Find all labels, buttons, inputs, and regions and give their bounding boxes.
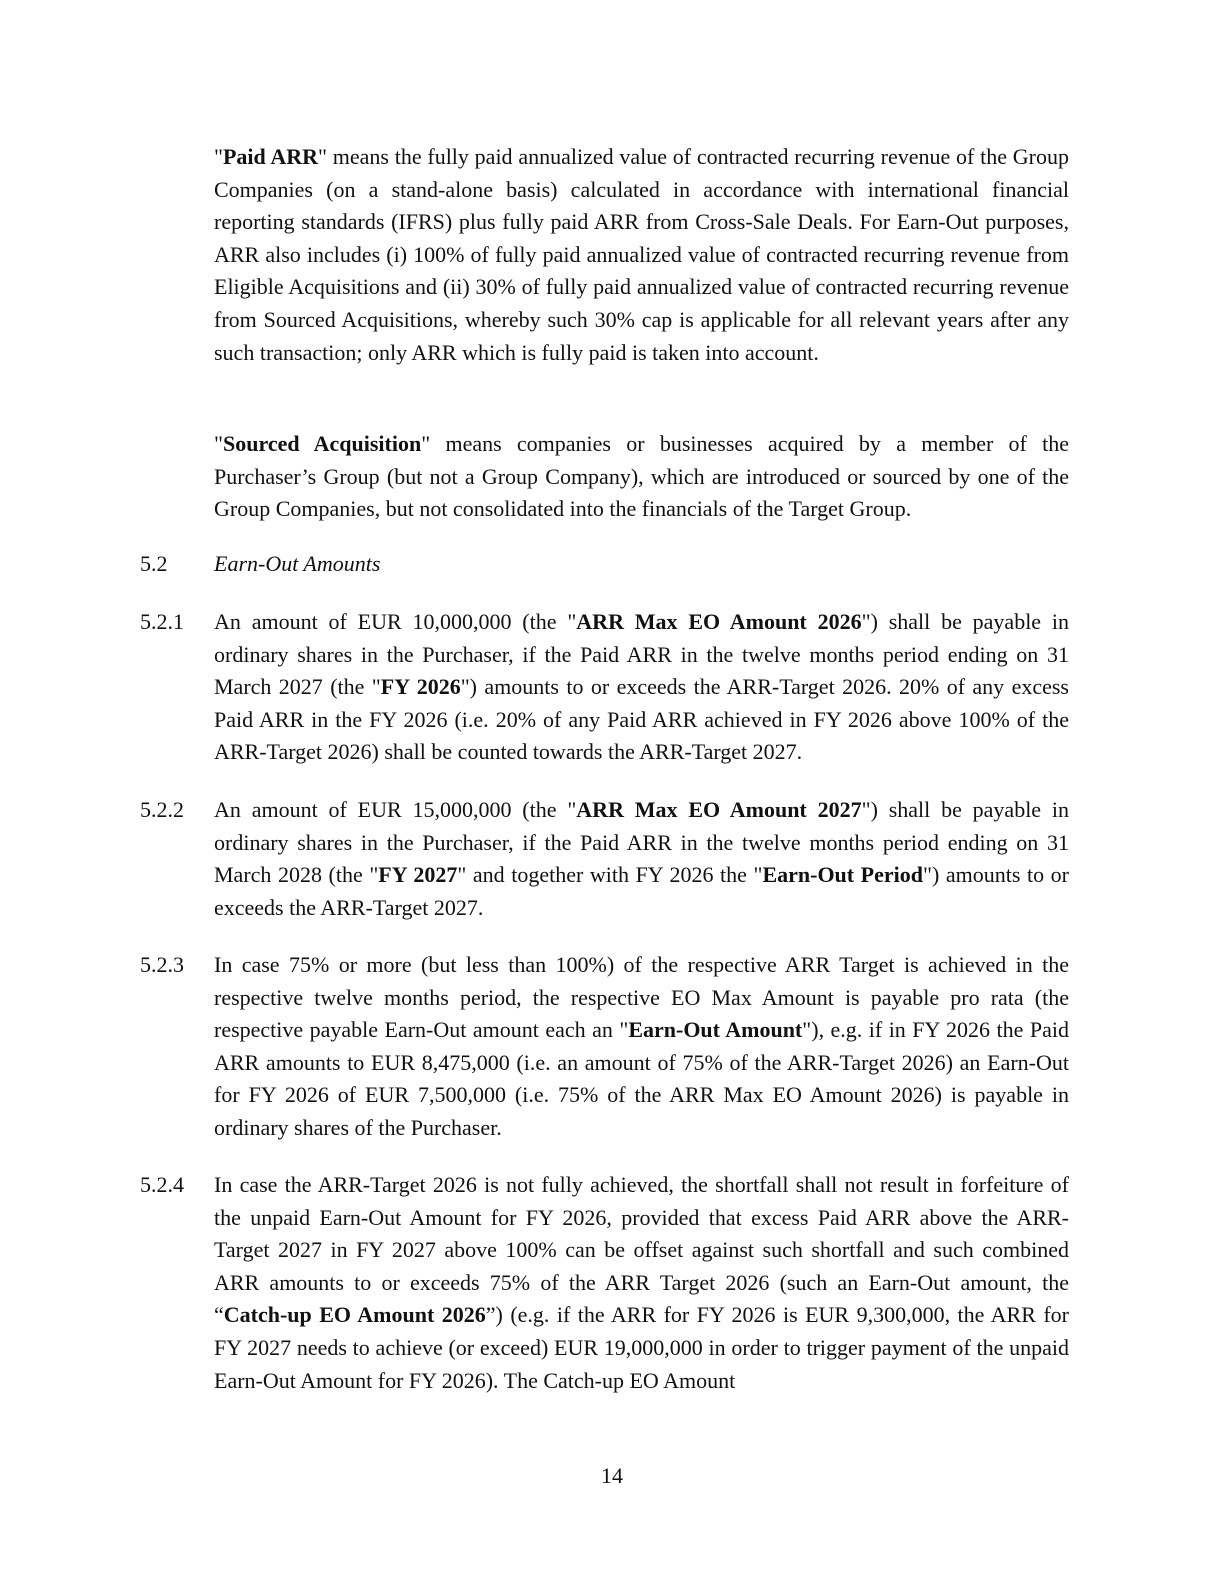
defined-term: ARR Max EO Amount 2027 <box>576 797 862 822</box>
clause-5-2-1: An amount of EUR 10,000,000 (the "ARR Max EO Amount 2026") shall be payable in ordinary shares in the Purchaser, if the Paid ARR in the twelve months period ending on 31 March 2027 (the "FY 2026") amounts to or exceeds the ARR-Target 2026. 20% of any excess Paid ARR in the FY 2026 (i.e. 20% of any Paid ARR achieved in FY 2026 above 100% of the ARR-Target 2026) shall be counted towards the ARR-Target 2027. <box>214 609 1070 765</box>
definition-sourced-acquisition: "Sourced Acquisition" means companies or businesses acquired by a member of the Purchaser’s Group (but not a Group Company), which are introduced or sourced by one of the Group Companies, but not consolidated into the financials of the Target Group. <box>214 431 1069 522</box>
clause-5-2-4: In case the ARR-Target 2026 is not fully achieved, the shortfall shall not result in forfeiture of the unpaid Earn-Out Amount for FY 2026, provided that excess Paid ARR above the ARR-Target 2027 in FY 2027 above 100% can be offset against such shortfall and such combined ARR amounts to or exceeds 75% of the ARR Target 2026 (such an Earn-Out amount, the “Catch-up EO Amount 2026”) (e.g. if the ARR for FY 2026 is EUR 9,300,000, the ARR for FY 2027 needs to achieve (or exceed) EUR 19,000,000 in order to trigger payment of the unpaid Earn-Out Amount for FY 2026). The Catch-up EO Amount <box>214 1172 1070 1393</box>
clause-number-5-2-4: 5.2.4 <box>140 1172 184 1197</box>
clause-number-5-2-1: 5.2.1 <box>140 609 184 634</box>
defined-term: ARR Max EO Amount 2026 <box>576 609 862 634</box>
defined-term: FY 2027 <box>378 862 458 888</box>
section-title: Earn-Out Amounts <box>214 551 381 576</box>
clause-5-2-2: An amount of EUR 15,000,000 (the "ARR Max EO Amount 2027") shall be payable in ordinary shares in the Purchaser, if the Paid ARR in the twelve months period ending on 31 March 2028 (the "FY 2027" and together with FY 2026 the "Earn-Out Period") amounts to or exceeds the ARR-Target 2027. <box>214 797 1070 920</box>
page-number: 14 <box>601 1463 623 1488</box>
defined-term: Earn-Out Amount <box>628 1017 803 1043</box>
definition-paid-arr: "Paid ARR" means the fully paid annualized value of contracted recurring revenue of the Group Companies (on a stand-alone basis) calculated in accordance with international financial reporting standards (IFRS) plus fully paid ARR from Cross-Sale Deals. For Earn-Out purposes, ARR also includes (i) 100% of fully paid annualized value of contracted recurring revenue from Eligible Acquisitions and (ii) 30% of fully paid annualized value of contracted recurring revenue from Sourced Acquisitions, whereby such 30% cap is applicable for all relevant years after any such transaction; only ARR which is fully paid is taken into account. <box>214 144 1069 365</box>
defined-term: Sourced Acquisition <box>222 431 422 456</box>
clause-number-5-2-2: 5.2.2 <box>140 797 184 822</box>
defined-term: Paid ARR <box>222 144 318 169</box>
defined-term: FY 2026 <box>380 674 461 700</box>
defined-term: Catch-up EO Amount 2026 <box>223 1302 486 1328</box>
clause-number-5-2-3: 5.2.3 <box>140 952 184 977</box>
section-number: 5.2 <box>140 551 168 576</box>
defined-term: Earn-Out Period <box>762 862 923 888</box>
clause-5-2-3: In case 75% or more (but less than 100%) of the respective ARR Target is achieved in the respective twelve months period, the respective EO Max Amount is payable pro rata (the respective payable Earn-Out amount each an "Earn-Out Amount"), e.g. if in FY 2026 the Paid ARR amounts to EUR 8,475,000 (i.e. an amount of 75% of the ARR-Target 2026) an Earn-Out for FY 2026 of EUR 7,500,000 (i.e. 75% of the ARR Max EO Amount 2026) is payable in ordinary shares of the Purchaser. <box>214 952 1069 1140</box>
